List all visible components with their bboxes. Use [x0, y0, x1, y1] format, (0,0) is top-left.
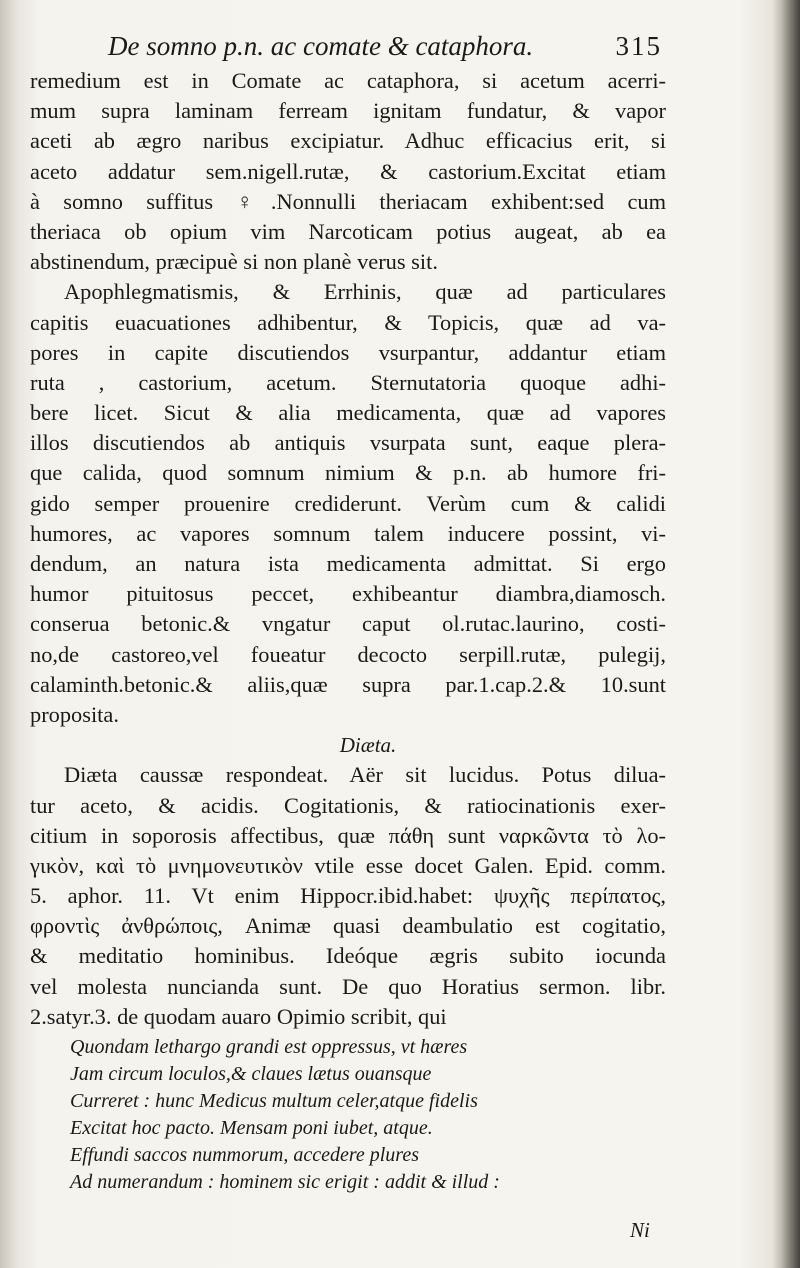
verse-line: Curreret : hunc Medicus multum celer,atque fidelis	[70, 1090, 478, 1112]
text-line: proposita.	[30, 701, 119, 727]
paragraph-3	[30, 760, 666, 1032]
text-line: aceti ab ægro naribus excipiatur. Adhuc efficacius erit, si	[30, 128, 666, 154]
text-line: vel molesta nuncianda sunt. De quo Horatius sermon. libr.	[30, 973, 666, 999]
running-header	[30, 28, 666, 66]
verse-line: Quondam lethargo grandi est oppressus, vt hæres	[70, 1036, 468, 1058]
text-line: no,de castoreo,vel foueatur decocto serpill.rutæ, pulegij,	[30, 641, 666, 667]
text-line: conserua betonic.& vngatur caput ol.rutac.laurino, costi-	[30, 611, 666, 637]
text-line: Apophlegmatismis, & Errhinis, quæ ad particulares	[64, 279, 666, 305]
paragraph-1	[30, 66, 666, 277]
text-line: & meditatio hominibus. Ideóque ægris subito iocunda	[30, 943, 666, 969]
text-line: theriaca ob opium vim Narcoticam potius augeat, ab ea	[30, 218, 666, 244]
text-line: dendum, an natura ista medicamenta admittat. Si ergo	[30, 551, 666, 576]
text-line: que calida, quod somnum nimium & p.n. ab humore fri-	[30, 460, 666, 486]
text-block	[30, 28, 666, 1196]
text-line: ruta , castorium, acetum. Sternutatoria quoque adhi-	[30, 369, 666, 395]
text-line: gido semper prouenire crediderunt. Verùm cum & calidi	[30, 490, 666, 516]
section-heading: Diæta.	[339, 733, 397, 758]
text-line: Diæta caussæ respondeat. Aër sit lucidus. Potus dilua-	[64, 762, 666, 788]
paragraph-2	[30, 277, 666, 730]
page-number: 315	[615, 31, 662, 61]
verse-line: Ad numerandum : hominem sic erigit : addit & illud :	[70, 1171, 500, 1193]
verse-line: Excitat hoc pacto. Mensam poni iubet, atque.	[70, 1117, 433, 1139]
text-line: tur aceto, & acidis. Cogitationis, & ratiocinationis exer-	[30, 792, 666, 818]
text-line: aceto addatur sem.nigell.rutæ, & castorium.Excitat etiam	[30, 158, 666, 184]
running-title: De somno p.n. ac comate & cataphora.	[108, 31, 534, 61]
text-line: illos discutiendos ab antiquis vsurpata sunt, eaque plera-	[30, 430, 666, 456]
text-line: humores, ac vapores somnum talem inducere possint, vi-	[30, 520, 666, 546]
text-line: abstinendum, præcipuè si non planè verus sit.	[30, 249, 438, 275]
text-line: remedium est in Comate ac cataphora, si acetum acerri-	[30, 68, 666, 93]
text-line: mum supra laminam ferream ignitam fundatur, & vapor	[30, 98, 666, 124]
text-line: citium in soporosis affectibus, quæ πάθη sunt ναρκῶντα τὸ λο-	[30, 822, 666, 848]
text-line: pores in capite discutiendos vsurpantur, addantur etiam	[30, 339, 666, 365]
text-line: 5. aphor. 11. Vt enim Hippocr.ibid.habet: ψυχῆς περίπατος,	[30, 883, 666, 909]
text-line: calaminth.betonic.& aliis,quæ supra par.1.cap.2.& 10.sunt	[30, 671, 666, 697]
verse-line: Effundi saccos nummorum, accedere plures	[70, 1144, 420, 1166]
text-line: capitis euacuationes adhibentur, & Topicis, quæ ad va-	[30, 309, 666, 335]
verse-quotation	[30, 1034, 666, 1196]
text-line: φροντὶς ἀνθρώποις, Animæ quasi deambulatio est cogitatio,	[30, 913, 666, 939]
verse-line: Jam circum loculos,& claues lætus ouansque	[70, 1063, 432, 1085]
text-line: bere licet. Sicut & alia medicamenta, quæ ad vapores	[30, 400, 666, 426]
text-line: γικὸν, καὶ τὸ μνημονευτικὸν vtile esse docet Galen. Epid. comm.	[30, 852, 666, 878]
text-line: humor pituitosus peccet, exhibeantur diambra,diamosch.	[30, 581, 666, 607]
catchword: Ni	[630, 1218, 650, 1242]
page-edge-shadow	[782, 0, 800, 1268]
text-line: à somno suffitus ♀.Nonnulli theriacam exhibent:sed cum	[30, 188, 666, 214]
text-line: 2.satyr.3. de quodam auaro Opimio scribit, qui	[30, 1003, 447, 1029]
